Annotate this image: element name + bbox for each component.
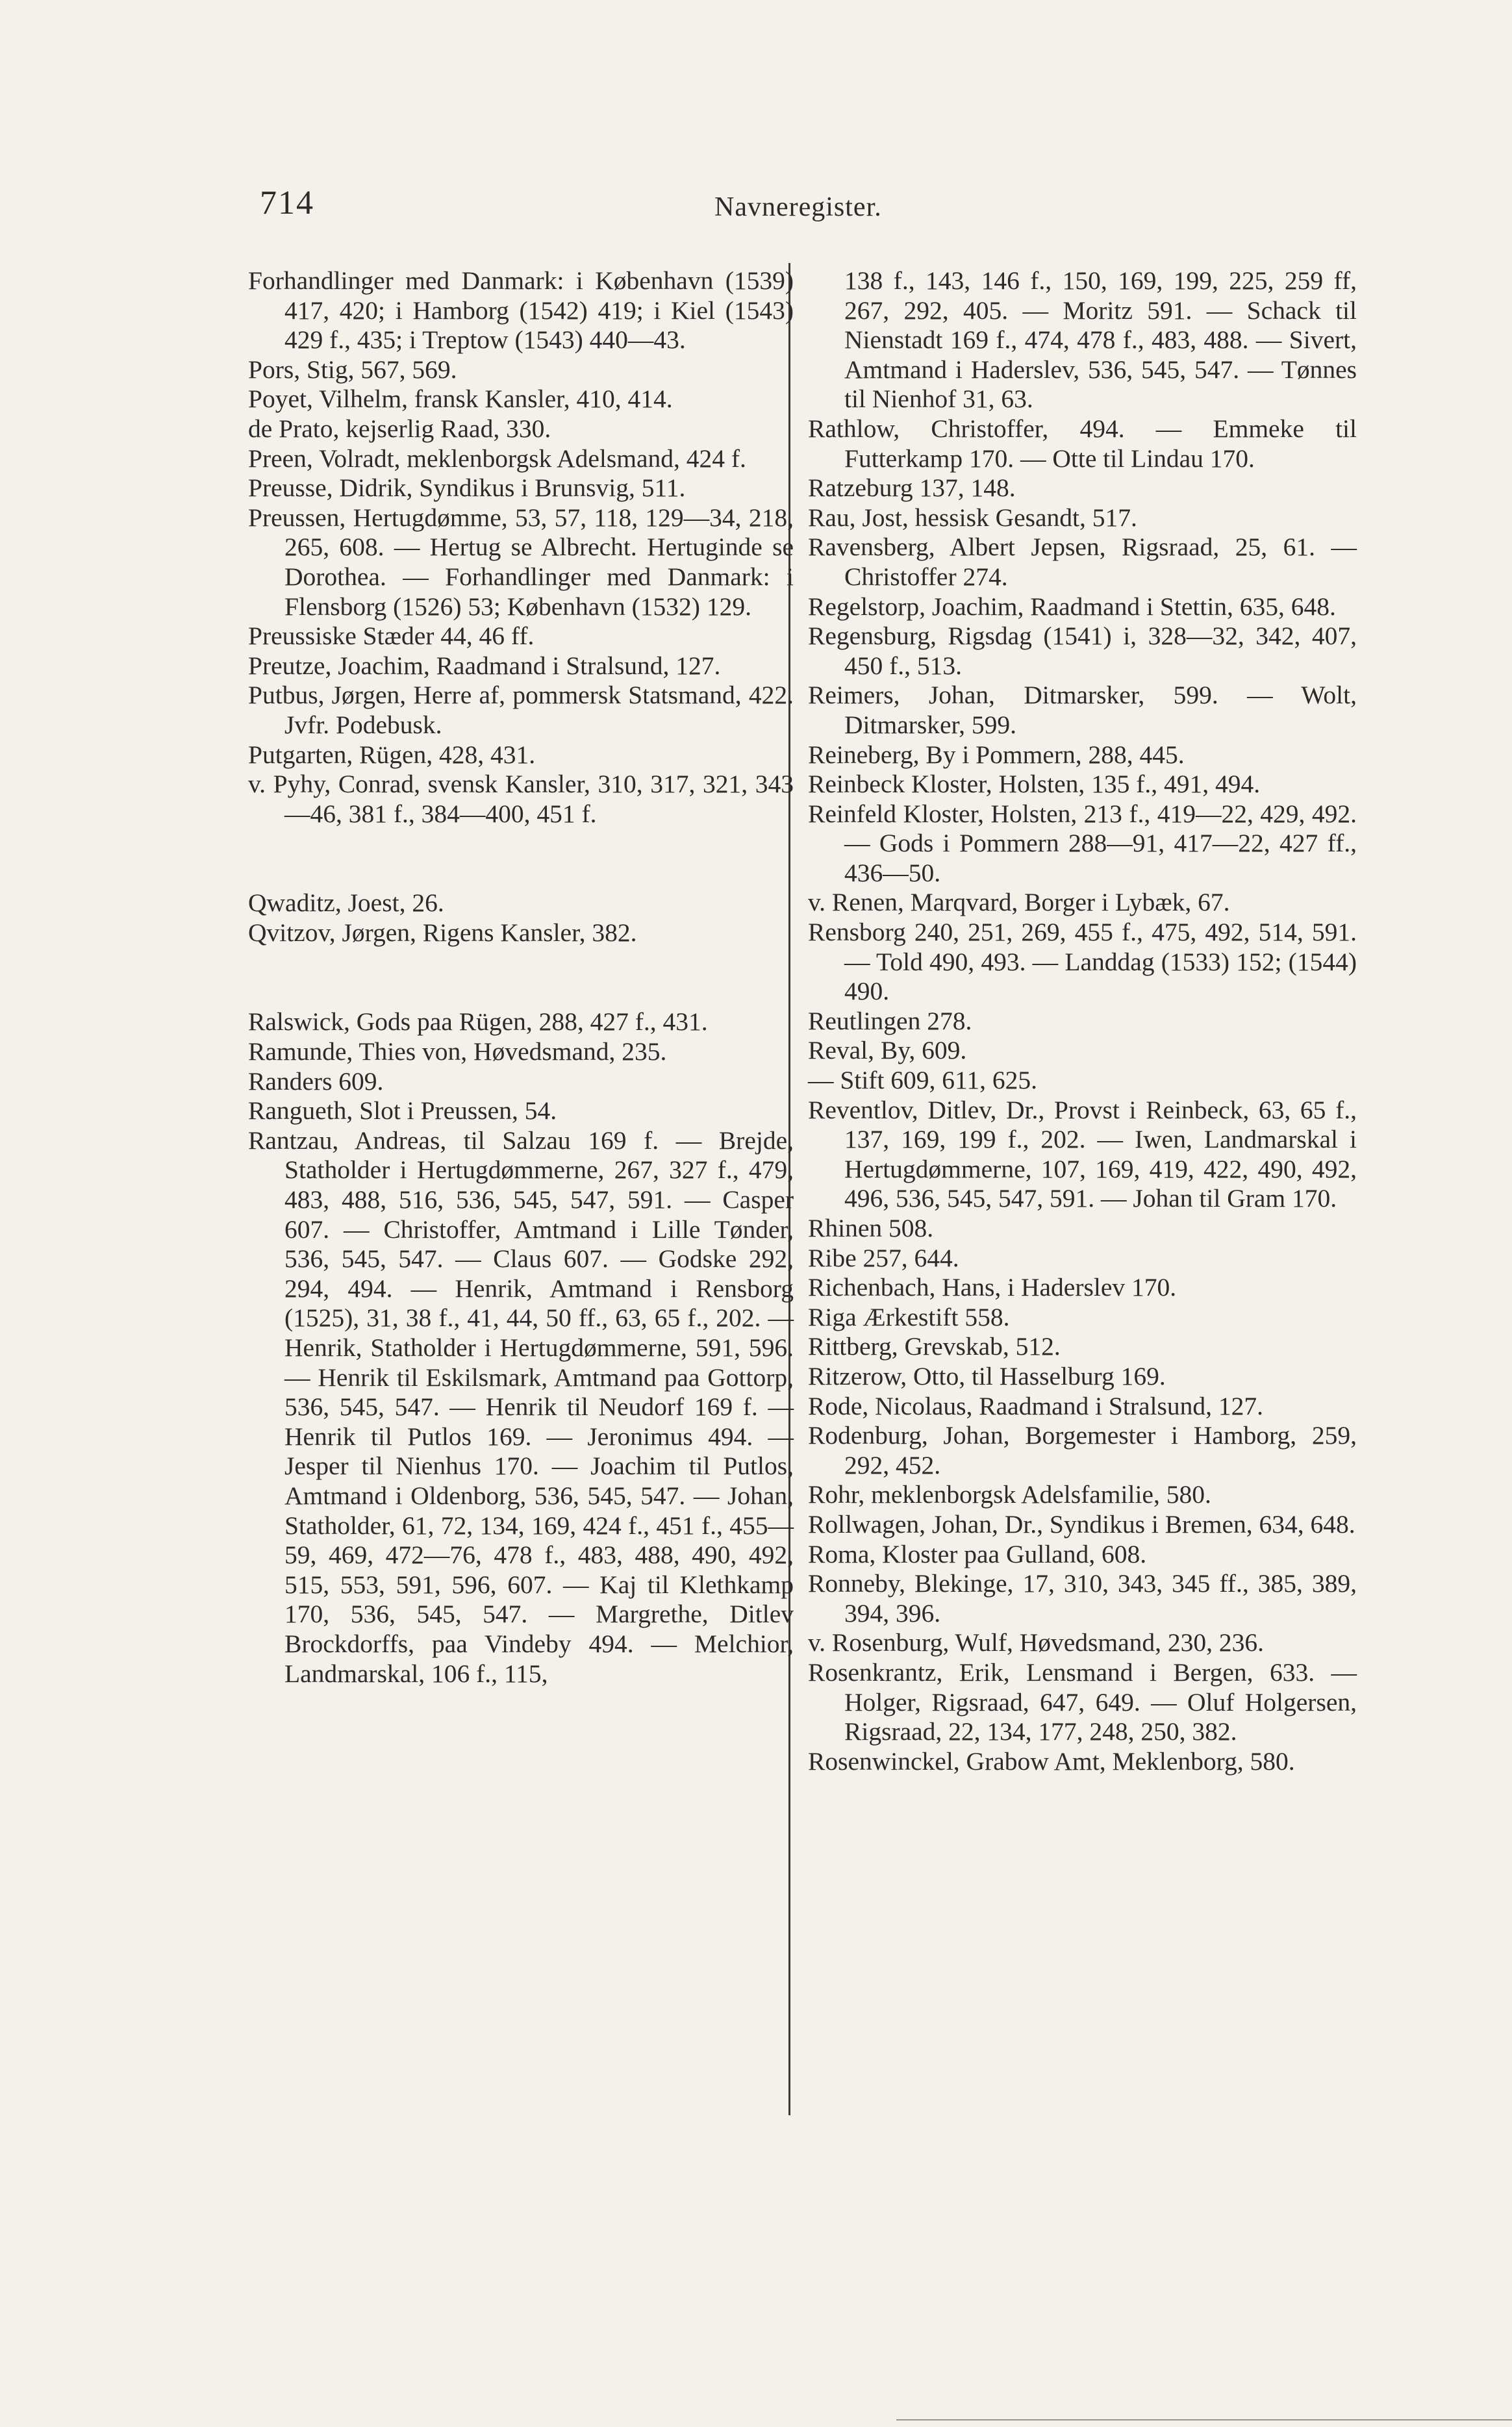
index-entry: Poyet, Vilhelm, fransk Kansler, 410, 414. [248,384,673,414]
page-number: 714 [260,184,314,221]
index-entry-continuation: 138 f., 143, 146 f., 150, 169, 199, 225, 259 ff, 267, 292, 405. — Moritz 591. — Schack til Nienstadt 169 f., 474, 478 f., 483, 488. — Sivert, Amtmand i Haderslev, 536, 545, 547. — Tønnes til Nienhof 31, 63. [844,266,1357,414]
index-entry: Rosenwinckel, Grabow Amt, Meklenborg, 580. [808,1746,1295,1776]
index-entry: Qvitzov, Jørgen, Rigens Kansler, 382. [248,918,637,947]
index-entry: Pors, Stig, 567, 569. [248,355,457,384]
index-entry: Riga Ærkestift 558. [808,1302,1010,1331]
index-entry: — Stift 609, 611, 625. [808,1066,1037,1095]
index-entry: Rode, Nicolaus, Raadmand i Stralsund, 127. [808,1391,1264,1420]
index-entry: Preen, Volradt, meklenborgsk Adelsmand, 424 f. [248,444,746,473]
scan-edge-line [896,2419,1512,2421]
index-entry: Preussen, Hertugdømme, 53, 57, 118, 129—34, 218, 265, 608. — Hertug se Albrecht. Hertuginde se Dorothea. — Forhandlinger med Danmark: i Flensborg (1526) 53; København (1532) 129. [248,503,794,621]
index-entry: Ronneby, Blekinge, 17, 310, 343, 345 ff., 385, 389, 394, 396. [808,1569,1357,1628]
running-head: Navneregister. [714,192,882,222]
index-entry: Rathlow, Christoffer, 494. — Emmeke til Futterkamp 170. — Otte til Lindau 170. [808,414,1357,473]
index-entry: Forhandlinger med Danmark: i København (1539) 417, 420; i Hamborg (1542) 419; i Kiel (1543) 429 f., 435; i Treptow (1543) 440—43. [248,266,794,355]
index-entry: Qwaditz, Joest, 26. [248,888,444,918]
index-entry: Putbus, Jørgen, Herre af, pommersk Statsmand, 422. Jvfr. Podebusk. [248,681,794,739]
section-gap-q [248,829,794,888]
index-entry: Preussiske Stæder 44, 46 ff. [248,622,535,651]
index-entry: v. Rosenburg, Wulf, Høvedsmand, 230, 236. [808,1628,1265,1657]
index-entry: Reval, By, 609. [808,1036,967,1065]
index-entry: Rittberg, Grevskab, 512. [808,1332,1061,1361]
index-entry: Reineberg, By i Pommern, 288, 445. [808,740,1185,769]
index-entry: Richenbach, Hans, i Haderslev 170. [808,1273,1177,1302]
index-entry: Preutze, Joachim, Raadmand i Stralsund, 127. [248,651,721,680]
index-entry: Rosenkrantz, Erik, Lensmand i Bergen, 633. — Holger, Rigsraad, 647, 649. — Oluf Holgersen, Rigsraad, 22, 134, 177, 248, 250, 382. [808,1657,1357,1746]
index-entry: v. Renen, Marqvard, Borger i Lybæk, 67. [808,888,1230,917]
index-entry: Regensburg, Rigsdag (1541) i, 328—32, 342, 407, 450 f., 513. [808,622,1357,680]
index-entry: Ratzeburg 137, 148. [808,473,1016,503]
index-entry: v. Pyhy, Conrad, svensk Kansler, 310, 317, 321, 343—46, 381 f., 384—400, 451 f. [248,770,794,828]
index-entry: Ritzerow, Otto, til Hasselburg 169. [808,1361,1166,1390]
left-column [248,266,794,1689]
index-entry: Rantzau, Andreas, til Salzau 169 f. — Brejde, Statholder i Hertugdømmerne, 267, 327 f., 479, 483, 488, 516, 536, 545, 547, 591. — Casper 607. — Christoffer, Amtmand i Lille Tønder, 536, 545, 547. — Claus 607. — Godske 292, 294, 494. — Henrik, Amtmand i Rensborg (1525), 31, 38 f., 41, 44, 50 ff., 63, 65 f., 202. — Henrik, Statholder i Hertugdømmerne, 591, 596. — Henrik til Eskilsmark, Amtmand paa Gottorp, 536, 545, 547. — Henrik til Neudorf 169 f. — Henrik til Putlos 169. — Jeronimus 494. — Jesper til Nienhus 170. — Joachim til Putlos, Amtmand i Oldenborg, 536, 545, 547. — Johan, Statholder, 61, 72, 134, 169, 424 f., 451 f., 455—59, 469, 472—76, 478 f., 483, 488, 490, 492, 515, 553, 591, 596, 607. — Kaj til Klethkamp 170, 536, 545, 547. — Margrethe, Ditlev Brockdorffs, paa Vindeby 494. — Melchior, Landmarskal, 106 f., 115, [248,1125,794,1688]
section-gap-r [248,948,794,1007]
index-entry: Reimers, Johan, Ditmarsker, 599. — Wolt, Ditmarsker, 599. [808,681,1357,739]
index-entry: Ravensberg, Albert Jepsen, Rigsraad, 25, 61. — Christoffer 274. [808,533,1357,591]
index-entry: Ralswick, Gods paa Rügen, 288, 427 f., 431. [248,1007,708,1037]
index-entry: Rodenburg, Johan, Borgemester i Hamborg, 259, 292, 452. [808,1421,1357,1479]
index-entry: Ribe 257, 644. [808,1243,959,1272]
index-entry: Preusse, Didrik, Syndikus i Brunsvig, 511. [248,473,686,503]
index-entry: Reinbeck Kloster, Holsten, 135 f., 491, 494. [808,770,1261,799]
index-entry: Regelstorp, Joachim, Raadmand i Stettin, 635, 648. [808,592,1336,621]
index-entry: Ramunde, Thies von, Høvedsmand, 235. [248,1037,667,1066]
index-entry: Reventlov, Ditlev, Dr., Provst i Reinbeck, 63, 65 f., 137, 169, 199 f., 202. — Iwen, Landmarskal i Hertugdømmerne, 107, 169, 419, 422, 490, 492, 496, 536, 545, 547, 591. — Johan til Gram 170. [808,1095,1357,1213]
index-entry: Rau, Jost, hessisk Gesandt, 517. [808,503,1137,532]
index-entry: Rensborg 240, 251, 269, 455 f., 475, 492, 514, 591. — Told 490, 493. — Landdag (1533) 152; (1544) 490. [808,918,1357,1006]
index-entry: Putgarten, Rügen, 428, 431. [248,740,536,769]
index-entry: Randers 609. [248,1066,384,1096]
index-entry: Reutlingen 278. [808,1006,972,1035]
index-entry: Reinfeld Kloster, Holsten, 213 f., 419—22, 429, 492. — Gods i Pommern 288—91, 417—22, 427 ff., 436—50. [808,799,1357,887]
index-entry: Rollwagen, Johan, Dr., Syndikus i Bremen, 634, 648. [808,1509,1355,1539]
index-entry: de Prato, kejserlig Raad, 330. [248,414,551,443]
index-entry: Rangueth, Slot i Preussen, 54. [248,1096,557,1125]
index-entry: Rhinen 508. [808,1214,934,1242]
index-entry: Roma, Kloster paa Gulland, 608. [808,1539,1147,1568]
right-column [808,266,1357,1776]
index-entry: Rohr, meklenborgsk Adelsfamilie, 580. [808,1480,1211,1509]
